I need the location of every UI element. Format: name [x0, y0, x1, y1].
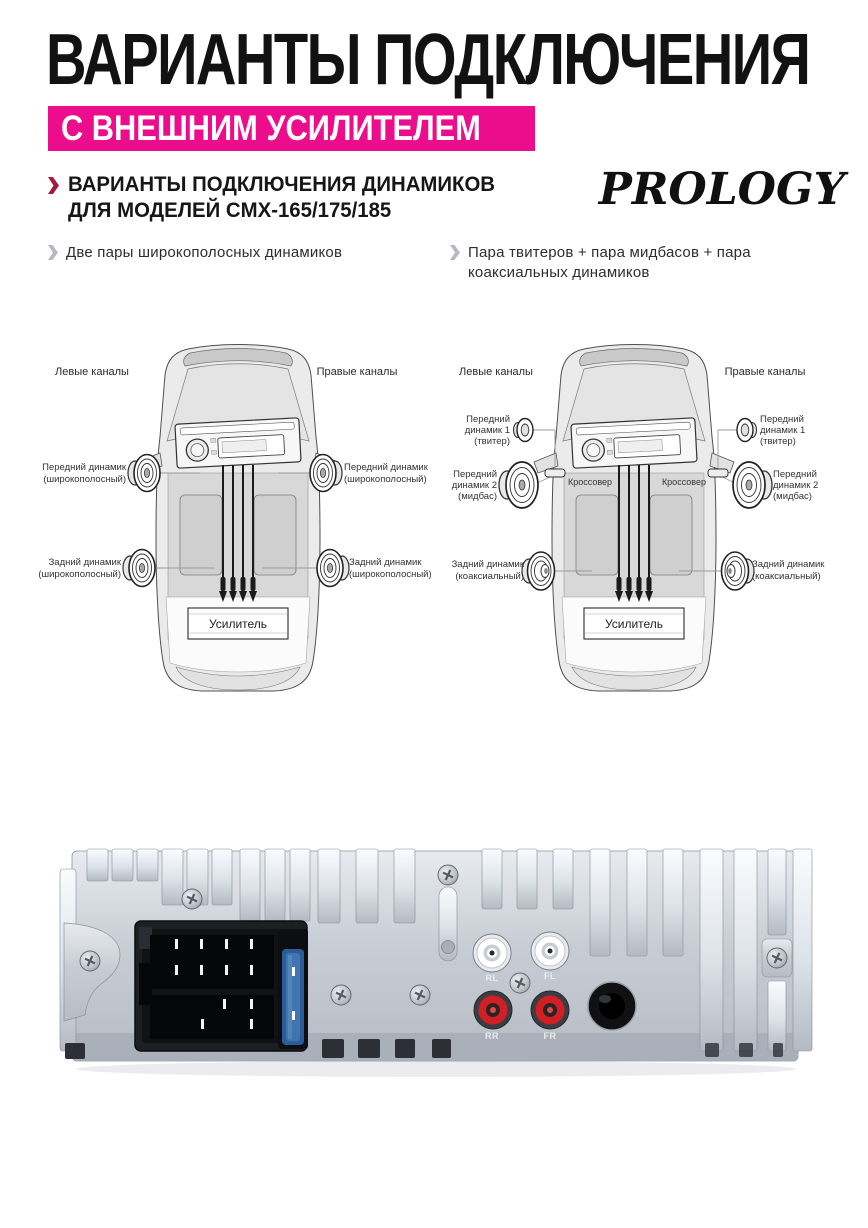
head-unit: [571, 418, 697, 468]
fuse: [278, 929, 308, 1049]
front-speaker-label-left: [42, 462, 127, 485]
svg-text:(широкополосный): (широкополосный): [43, 474, 126, 485]
svg-text:Передний: Передний: [773, 469, 817, 480]
svg-text:Передний динамик: Передний динамик: [344, 462, 428, 473]
rca-label-rr: RR: [485, 1031, 499, 1041]
caption-left-text: Две пары широкополосных динамиков: [66, 244, 343, 261]
screw-icon: [410, 985, 430, 1005]
iso-cavity-bottom: [150, 995, 274, 1039]
svg-text:(коаксиальный): (коаксиальный): [455, 571, 524, 582]
svg-text:(твитер): (твитер): [760, 436, 796, 447]
svg-text:Задний динамик: Задний динамик: [752, 559, 825, 570]
left-channels-label: Левые каналы: [55, 366, 129, 378]
screw-icon: [331, 985, 351, 1005]
midbass-label-left: [452, 469, 497, 502]
svg-text:(широкополосный): (широкополосный): [38, 569, 121, 580]
diagram-left: [38, 345, 431, 692]
amplifier-label: Усилитель: [208, 617, 268, 631]
svg-text:динамик 2: динамик 2: [773, 480, 819, 491]
screw-icon: [438, 865, 458, 885]
front-speaker-label-right: [344, 462, 429, 485]
rear-speaker-label-right: [349, 557, 432, 580]
midbass-label-right: [773, 469, 818, 502]
caption-left: [48, 243, 342, 263]
tweeter-left-icon: [514, 419, 534, 442]
rca-label-fr: FR: [543, 1031, 557, 1041]
tweeter-label-right: [760, 414, 805, 447]
page-title: ВАРИАНТЫ ПОДКЛЮЧЕНИЯ: [46, 20, 810, 100]
svg-text:динамик 2: динамик 2: [451, 480, 497, 491]
red-arrow-bullet-icon: [48, 177, 59, 194]
tweeter-right-icon: [737, 419, 757, 442]
svg-text:(мидбас): (мидбас): [773, 491, 812, 502]
panel-shadow: [76, 1061, 796, 1077]
svg-text:Задний динамик: Задний динамик: [451, 559, 524, 570]
caption-right-line2: коаксиальных динамиков: [468, 264, 650, 282]
section-heading-line2: ДЛЯ МОДЕЛЕЙ CMX-165/175/185: [68, 198, 392, 222]
keyhole-bracket: [439, 887, 457, 961]
crossover-left: [545, 469, 565, 477]
diagram-right: [452, 345, 826, 692]
amplifier-label: Усилитель: [604, 617, 664, 631]
screw-icon: [767, 948, 787, 968]
rear-speaker-label-right: [752, 559, 825, 582]
amplifier-box: [584, 608, 684, 639]
rca-jack-rl: [473, 934, 511, 972]
head-unit: [175, 418, 301, 468]
antenna-jack: [588, 982, 636, 1030]
banner-text: С ВНЕШНИМ УСИЛИТЕЛЕМ: [61, 109, 481, 148]
front-left-speaker-icon: [128, 455, 160, 492]
crossover-label-right: Кроссовер: [661, 477, 706, 487]
rear-speaker-label-left: [452, 559, 525, 582]
rca-label-fl: FL: [544, 971, 556, 981]
rca-jack-fl: [531, 932, 569, 970]
amplifier-box: [188, 608, 288, 639]
rear-panel-svg: [56, 843, 816, 1095]
caption-right: [450, 243, 751, 284]
svg-text:Задний динамик: Задний динамик: [48, 557, 121, 568]
svg-text:(широкополосный): (широкополосный): [349, 569, 432, 580]
rear-speaker-label-left: [38, 557, 122, 580]
rca-jack-rr: [474, 991, 512, 1029]
svg-text:(твитер): (твитер): [474, 436, 510, 447]
midbass-left-icon: [499, 462, 538, 508]
svg-text:(мидбас): (мидбас): [458, 491, 497, 502]
right-channels-label: Правые каналы: [724, 366, 806, 378]
svg-text:Задний динамик: Задний динамик: [349, 557, 422, 568]
screw-icon: [80, 951, 100, 971]
section-heading-block: [48, 172, 508, 223]
banner-external-amplifier: [48, 106, 535, 151]
svg-text:Передний динамик: Передний динамик: [42, 462, 126, 473]
screw-icon: [182, 889, 202, 909]
section-heading-line1: ВАРИАНТЫ ПОДКЛЮЧЕНИЯ ДИНАМИКОВ: [68, 173, 496, 196]
svg-text:динамик 1: динамик 1: [464, 425, 510, 436]
svg-text:(широкополосный): (широкополосный): [344, 474, 427, 485]
rca-jack-fr: [531, 991, 569, 1029]
wiring-diagrams-svg: [0, 338, 868, 710]
svg-text:Передний: Передний: [453, 469, 497, 480]
svg-text:Передний: Передний: [760, 414, 804, 425]
crossover-right: [708, 469, 728, 477]
coaxial-left-icon: [522, 552, 555, 590]
gray-arrow-bullet-icon: [48, 245, 58, 260]
svg-text:Передний: Передний: [466, 414, 510, 425]
left-channels-label: Левые каналы: [459, 366, 533, 378]
caption-right-line1: Пара твитеров + пара мидбасов + пара: [468, 244, 751, 261]
rca-label-rl: RL: [485, 973, 499, 983]
gray-arrow-bullet-icon: [450, 245, 460, 260]
midbass-right-icon: [733, 462, 772, 508]
rear-right-speaker-icon: [317, 550, 349, 587]
svg-text:динамик 1: динамик 1: [760, 425, 806, 436]
crossover-label-left: Кроссовер: [568, 477, 613, 487]
iso-cavity-top: [150, 935, 274, 989]
iso-connector: [135, 921, 308, 1051]
rear-left-speaker-icon: [123, 550, 155, 587]
coaxial-right-icon: [722, 552, 755, 590]
screw-icon: [510, 973, 530, 993]
right-channels-label: Правые каналы: [316, 366, 398, 378]
front-right-speaker-icon: [310, 455, 342, 492]
section-heading: [68, 172, 495, 223]
tweeter-label-left: [465, 414, 510, 447]
caption-right-text: [468, 243, 751, 284]
svg-text:(коаксиальный): (коаксиальный): [752, 571, 821, 582]
brand-logo: PROLOGY: [598, 164, 845, 215]
